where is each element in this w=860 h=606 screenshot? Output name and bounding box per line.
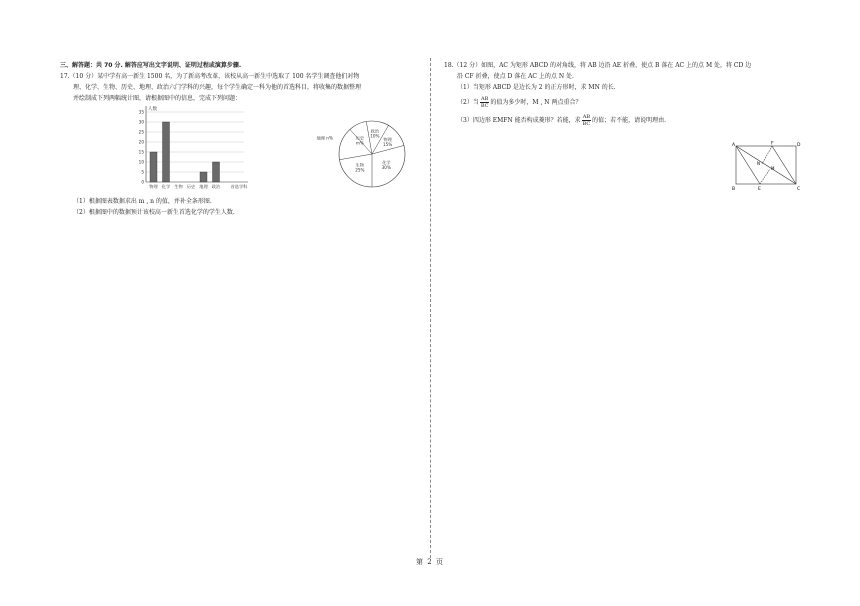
pie-value-化学: 30% <box>381 165 391 171</box>
pie-label-物理: 物理 <box>383 136 392 142</box>
fold-line-cf <box>772 146 796 184</box>
pie-label-历史: 历史 <box>355 135 365 141</box>
label-e: E <box>758 187 761 192</box>
y-tick-label: 35 <box>138 109 144 115</box>
label-n: N <box>757 161 760 166</box>
q17-line-1: 17.（10 分）某中学有高一新生 1500 名，为了新高考改革，该校从高一新生中选取了 100 名学生调查他们对物 <box>60 73 360 80</box>
y-tick-label: 15 <box>138 149 144 155</box>
y-axis-label: 人数 <box>148 107 157 112</box>
q17-sub-2: （2）根据图中的数据预计该校高一新生首选化学的学生人数. <box>73 209 235 216</box>
pie-label-化学: 化学 <box>382 160 391 166</box>
x-tick-label: 地理 <box>199 184 208 189</box>
x-axis-label: 首选学科 <box>230 184 248 189</box>
label-f: F <box>771 141 774 147</box>
pie-value-物理: 15% <box>382 141 393 147</box>
left-column <box>60 60 420 218</box>
geometry-svg <box>730 140 802 192</box>
pie-value-历史: m% <box>355 140 364 146</box>
q18-sub-3-pre: （3）四边形 EMFN 能否构成菱形？若能，求 <box>457 117 581 124</box>
x-tick-label: 物理 <box>149 184 158 189</box>
pie-chart-svg <box>310 114 420 194</box>
x-tick-label: 历史 <box>186 184 196 189</box>
y-tick-label: 10 <box>138 159 144 165</box>
q18-sub-2-post: 的值为多少时，M , N 两点重合？ <box>490 99 582 106</box>
segment-fn <box>762 146 772 164</box>
pie-label-地理: 地理 n% <box>316 135 333 141</box>
label-b: B <box>732 187 736 192</box>
y-tick-label: 30 <box>138 119 144 125</box>
fraction-numerator: AB <box>582 114 591 120</box>
fraction-numerator: AB <box>480 96 489 102</box>
bar-地理 <box>200 172 207 182</box>
q18-sub-1: （1）当矩形 ABCD 是边长为 2 的正方形时，求 MN 的长. <box>457 84 616 91</box>
pie-value-生物: 25% <box>355 167 365 173</box>
x-tick-label: 化学 <box>161 184 171 189</box>
rectangle-fold-figure <box>730 140 802 192</box>
label-c: C <box>797 187 801 192</box>
bar-化学 <box>163 122 170 182</box>
ab-bc-fraction <box>582 114 592 127</box>
pie-label-生物: 生物 <box>355 162 365 168</box>
right-column <box>444 60 804 127</box>
y-tick-label: 5 <box>141 169 144 175</box>
bar-chart-svg <box>132 106 292 194</box>
q18-sub-2-pre: （2）当 <box>457 99 479 106</box>
bar-chart <box>132 106 292 194</box>
q18-line-1: 18.（12 分）如图，AC 为矩形 ABCD 的对角线，将 AB 边沿 AE 折叠，使点 B 落在 AC 上的点 M 处，将 CD 边 <box>444 62 752 69</box>
pie-value-政治: 10% <box>370 133 380 139</box>
y-tick-label: 0 <box>141 179 144 185</box>
bar-政治 <box>213 162 220 182</box>
page-number: 第 2 页 <box>416 558 444 566</box>
x-tick-label: 生物 <box>174 184 183 189</box>
section-heading: 三、解答题：共 70 分. 解答应写出文字说明、证明过程或演算步骤. <box>60 62 242 69</box>
x-tick-label: 政治 <box>211 184 221 189</box>
q17-line-3: 并绘制成下列两幅统计图，请根据图中的信息，完成下列问题： <box>73 95 242 102</box>
column-divider <box>430 58 431 558</box>
q18-sub-2 <box>444 96 804 109</box>
q18-sub-3-post: 的值；若不能，请说明理由. <box>592 117 667 124</box>
pie-chart <box>310 114 420 194</box>
segment-em <box>760 169 770 184</box>
q18-line-2: 沿 CF 折叠，使点 D 落在 AC 上的点 N 处. <box>457 73 574 80</box>
fraction-denominator: BC <box>480 103 489 109</box>
q17-charts <box>60 106 420 196</box>
label-m: M <box>771 166 775 171</box>
diagonal-ac <box>736 146 796 184</box>
pie-label-政治: 政治 <box>370 128 380 134</box>
q17-sub-1: （1）根据图表数据求出 m , n 的值，并补全条形图. <box>73 198 212 205</box>
y-tick-label: 20 <box>138 139 144 145</box>
label-d: D <box>797 143 801 148</box>
label-a: A <box>732 143 736 148</box>
y-tick-label: 25 <box>138 129 144 135</box>
q18-sub-3 <box>444 114 804 127</box>
bar-物理 <box>150 152 157 182</box>
fraction-denominator: BC <box>582 121 591 127</box>
q17-line-2: 理、化学、生物、历史、地理、政治六门学科的兴趣，每个学生确定一科为他的首选科目，将收集的数据整理 <box>73 84 362 91</box>
ab-bc-fraction <box>480 96 490 109</box>
